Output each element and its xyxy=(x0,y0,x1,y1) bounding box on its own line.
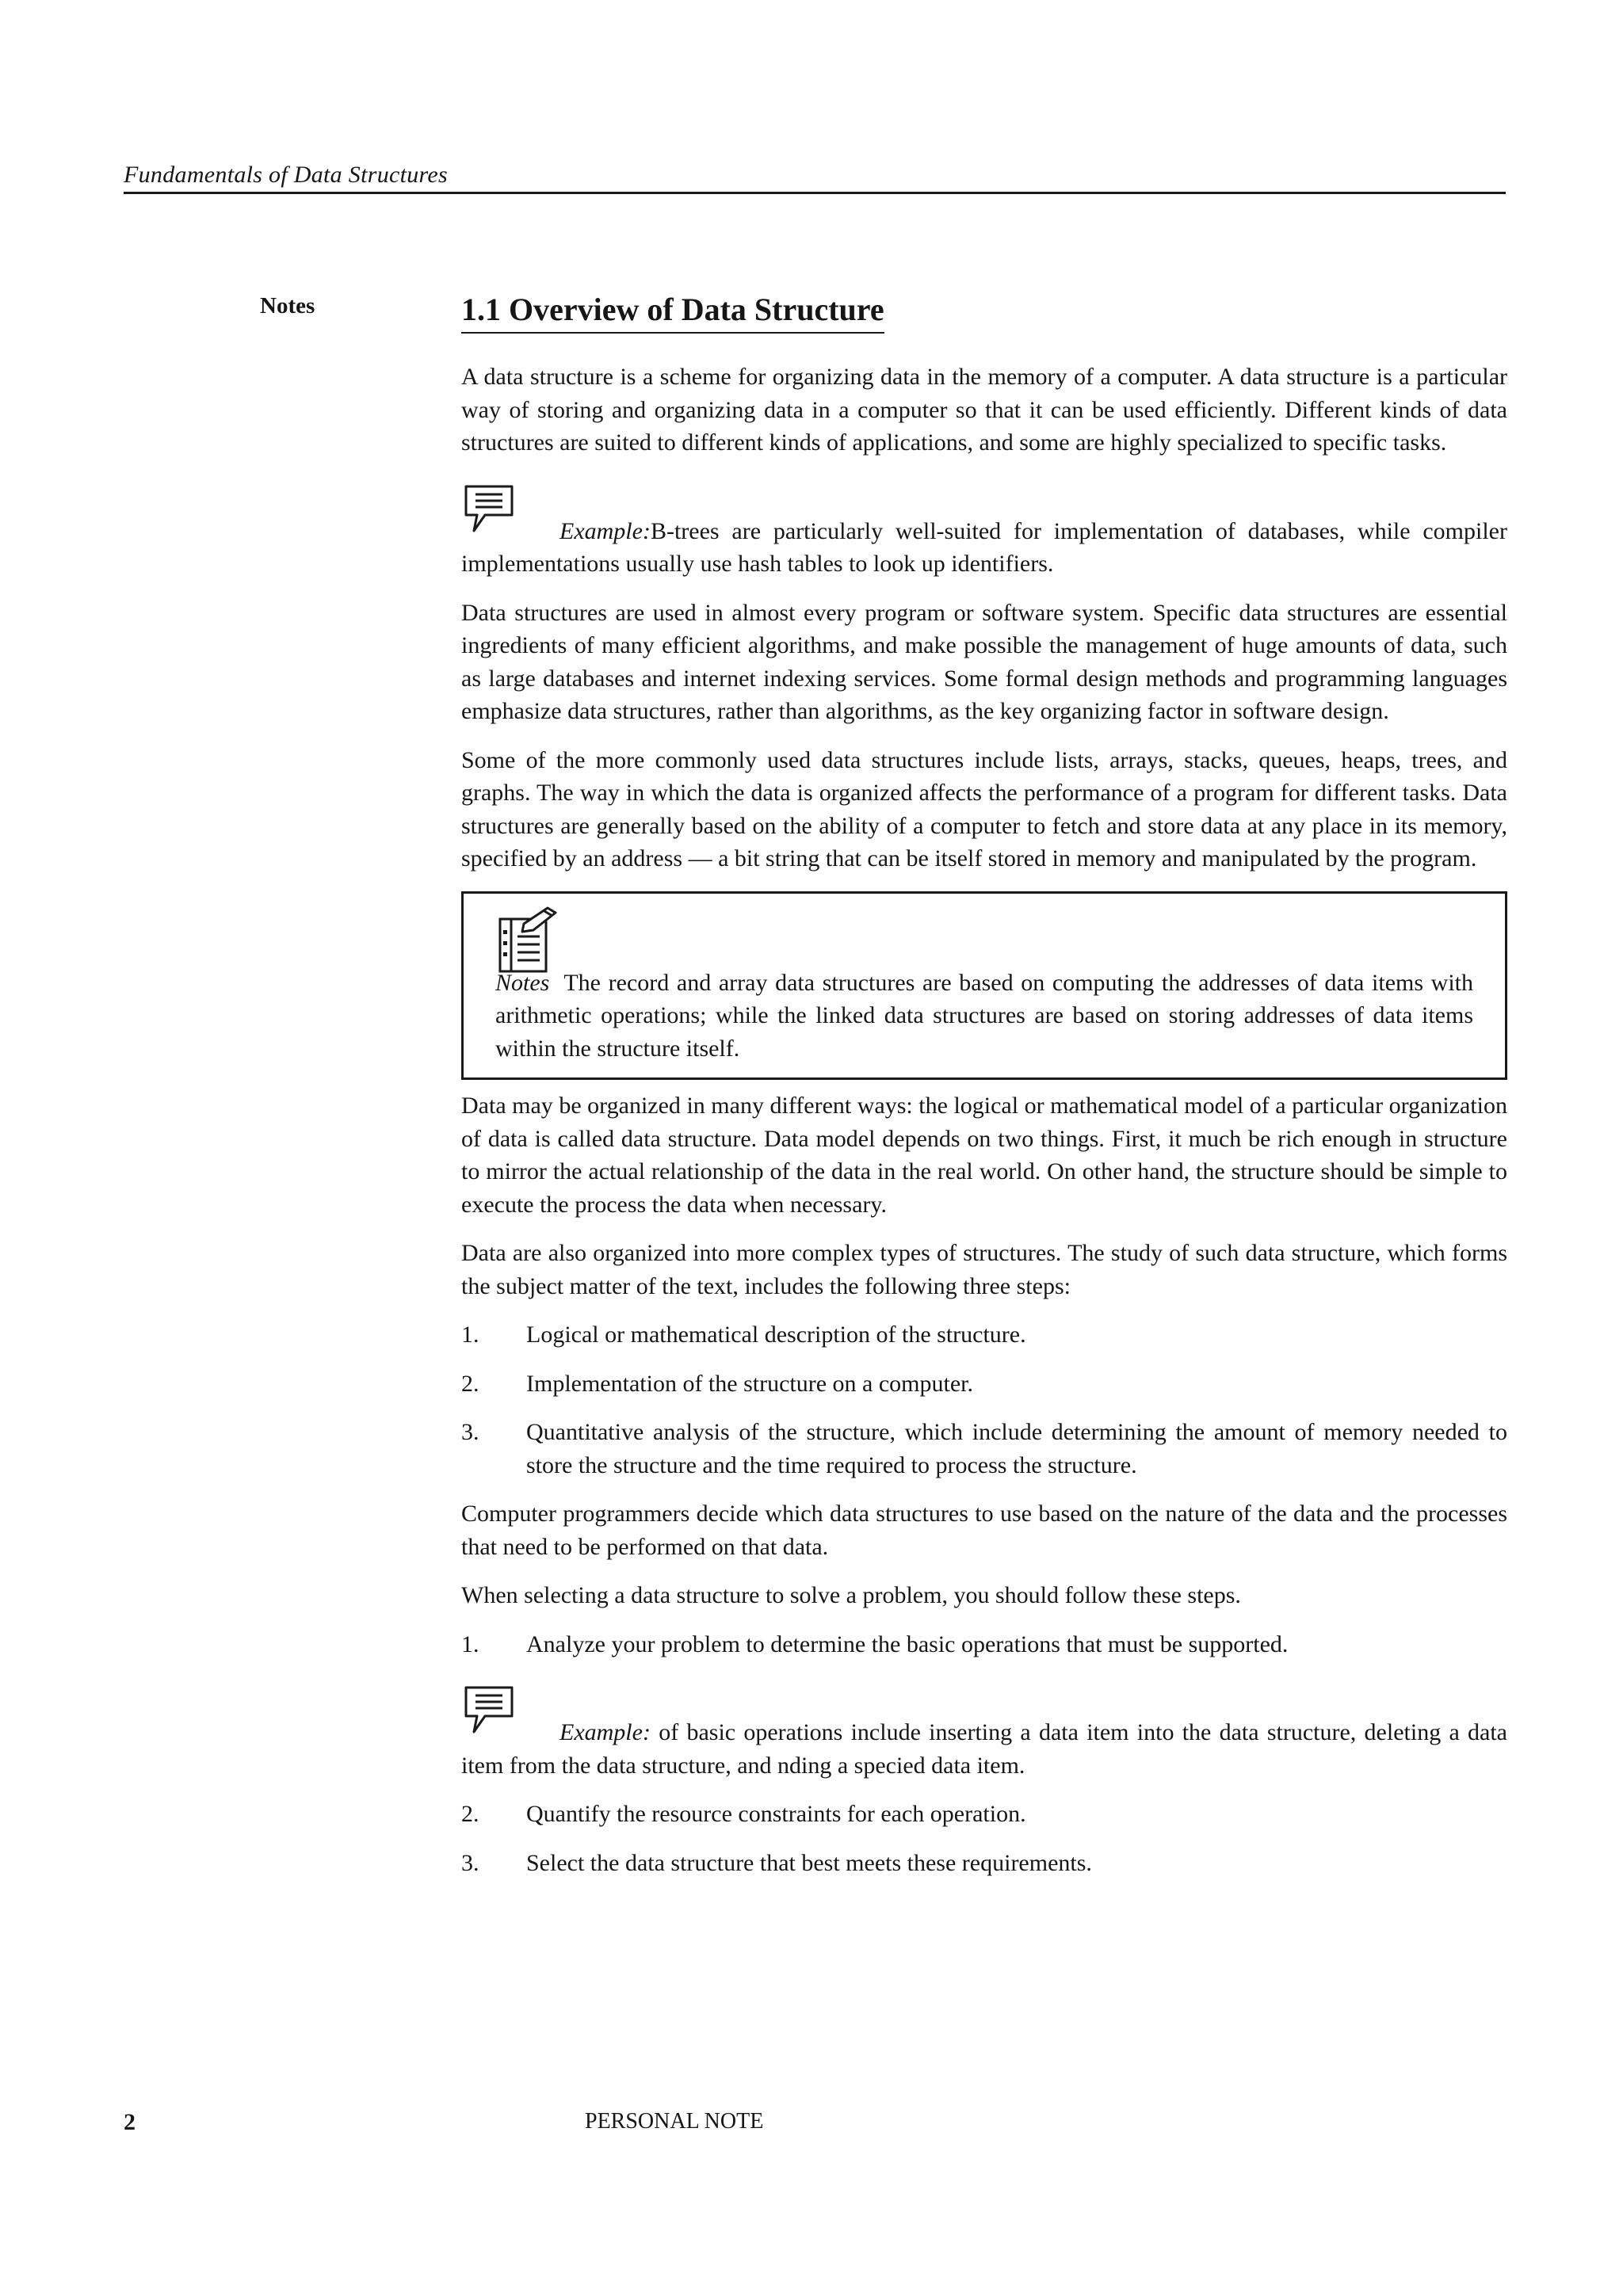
running-header-title: Fundamentals of Data Structures xyxy=(124,162,448,188)
notes-text xyxy=(495,967,1473,1066)
list-item-text: Quantify the resource constraints for each operation. xyxy=(526,1801,1026,1827)
list-item-text: Analyze your problem to determine the basic operations that must be supported. xyxy=(526,1630,1289,1657)
notes-lead: Notes xyxy=(495,969,550,996)
list-item-text: Implementation of the structure on a computer. xyxy=(526,1370,973,1397)
example-1-text xyxy=(461,515,1507,581)
steps-list-a xyxy=(461,1318,1507,1482)
example-1-lead: Example: xyxy=(559,517,651,544)
list-item xyxy=(461,1416,1507,1482)
paragraph-2: Data structures are used in almost every program or software system. Specific data structures are essential ingredients of many efficient algorithms, and make possible the management of huge amounts of data, such as large databases and internet indexing services. Some formal design methods and programming languages emphasize data structures, rather than algorithms, as the key organizing factor in software design. xyxy=(461,599,1507,724)
margin-notes-label: Notes xyxy=(260,293,315,318)
page-number: 2 xyxy=(124,2109,136,2135)
example-block-1 xyxy=(461,482,1507,581)
steps-list-b-continued xyxy=(461,1798,1507,1879)
list-item-text: Select the data structure that best meets these requirements. xyxy=(526,1849,1092,1876)
notes-body: The record and array data structures are based on computing the addresses of data items with arithmetic operations; while the linked data structures are based on storing addresses of data items within the structure itself. xyxy=(495,969,1473,1062)
example-2-lead: Example: xyxy=(559,1719,651,1745)
section-heading: 1.1 Overview of Data Structure xyxy=(461,289,884,334)
list-item-text: Logical or mathematical description of the structure. xyxy=(526,1322,1026,1348)
steps-list-b xyxy=(461,1628,1507,1661)
list-item-number: 2. xyxy=(461,1370,479,1397)
list-item-number: 1. xyxy=(461,1630,479,1657)
list-item-number: 1. xyxy=(461,1322,479,1348)
notes-box xyxy=(461,891,1507,1081)
list-item xyxy=(461,1628,1507,1661)
example-2-body: of basic operations include inserting a data item into the data structure, deleting a data item from the data structure, and nding a specied data item. xyxy=(461,1719,1507,1779)
main-content xyxy=(461,289,1507,1895)
intro-paragraph: A data structure is a scheme for organizing data in the memory of a computer. A data structure is a particular way of storing and organizing data in a computer so that it can be used efficiently. Different kinds of data structures are suited to different kinds of applications, and some are highly specialized to specific tasks. xyxy=(461,364,1507,456)
footer-label: PERSONAL NOTE xyxy=(585,2109,764,2134)
list-item-number: 2. xyxy=(461,1801,479,1827)
notebook-pencil-icon xyxy=(495,905,560,976)
paragraph-7: When selecting a data structure to solve a problem, you should follow these steps. xyxy=(461,1582,1241,1608)
list-item xyxy=(461,1318,1507,1352)
list-item-text: Quantitative analysis of the structure, which include determining the amount of memory needed to store the structure and the time required to process the structure. xyxy=(526,1419,1507,1478)
example-1-body: B-trees are particularly well-suited for implementation of databases, while compiler implementations usually use hash tables to look up identifiers. xyxy=(461,517,1507,577)
example-block-2 xyxy=(461,1683,1507,1782)
paragraph-5: Data are also organized into more complex types of structures. The study of such data structure, which forms the subject matter of the text, includes the following three steps: xyxy=(461,1240,1507,1299)
list-item xyxy=(461,1847,1507,1880)
list-item xyxy=(461,1367,1507,1401)
list-item-number: 3. xyxy=(461,1849,479,1876)
paragraph-4: Data may be organized in many different ways: the logical or mathematical model of a particular organization of data is called data structure. Data model depends on two things. First, it much be rich enough in structure to mirror the actual relationship of the data in the real world. On other hand, the structure should be simple to execute the process the data when necessary. xyxy=(461,1093,1507,1218)
paragraph-6: Computer programmers decide which data structures to use based on the nature of the data and the processes that need to be performed on that data. xyxy=(461,1501,1507,1560)
example-2-text xyxy=(461,1716,1507,1782)
header-rule xyxy=(124,192,1506,194)
paragraph-3: Some of the more commonly used data structures include lists, arrays, stacks, queues, heaps, trees, and graphs. The way in which the data is organized affects the performance of a program for different tasks. Data structures are generally based on the ability of a computer to fetch and store data at any place in its memory, specified by an address — a bit string that can be itself stored in memory and manipulated by the program. xyxy=(461,746,1507,871)
list-item-number: 3. xyxy=(461,1419,479,1445)
list-item xyxy=(461,1798,1507,1831)
